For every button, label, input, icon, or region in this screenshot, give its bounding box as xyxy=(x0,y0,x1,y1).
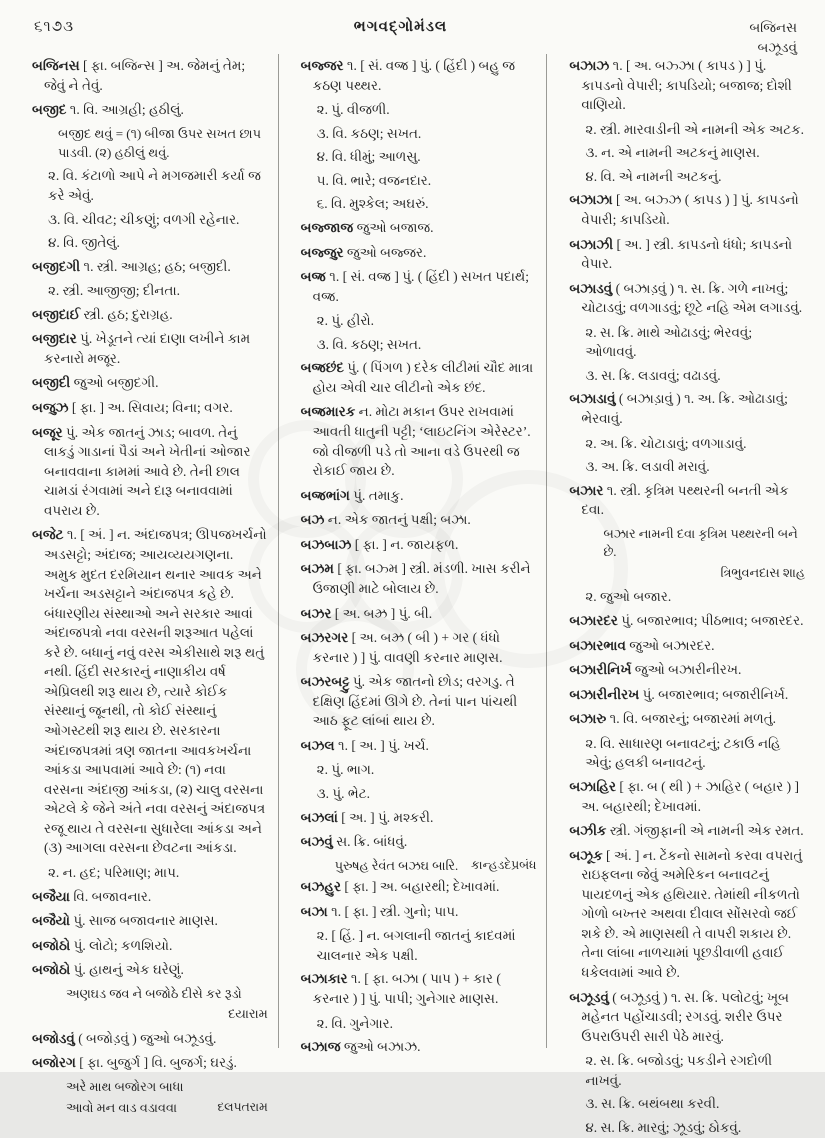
dictionary-entry: બજ્જર ૧. [ સં. વજ્ર ] પું. ( હિંદી ) બહુ જ કઠણ પથ્થર. xyxy=(300,58,516,93)
sense-line: ૪. વિ. એ નામની અટકનું. xyxy=(585,168,722,184)
dictionary-entry: બઝાજ જુઓ બઝાઝ. xyxy=(300,1039,421,1055)
sense-line: ૩. ન. એ નામની અટકનું માણસ. xyxy=(585,145,760,161)
headword: બજ્રછંદ xyxy=(300,360,348,376)
headword: બઝાહિર xyxy=(569,778,620,794)
headword: બઝાડાવું xyxy=(569,391,619,407)
sense-line: ૨. સ. ક્રિ. માથે ઓઢાડવું; ભેરવવું; ઓળાવવું. xyxy=(585,324,753,360)
dictionary-entry: બઝવું સ. ક્રિ. બાંધવું. xyxy=(300,834,408,850)
headword: બઝમ xyxy=(300,561,338,577)
dictionary-entry: બજીદાર પું. ખેડૂતને ત્યાં દાણા લખીને કામ કરનારો મજૂર. xyxy=(32,331,251,366)
dictionary-entry: બજ્જુર જુઓ બજ્જર. xyxy=(300,244,427,260)
headword: બઝાઝી xyxy=(569,236,617,252)
dictionary-entry: બજ્જાજ જુઓ બજાજ. xyxy=(300,219,434,235)
sense-line: ૪. વિ. ધીમું; આળસુ. xyxy=(316,149,421,165)
dictionary-entry: બઝર [ અ. બઝ્ર ] પું. બી. xyxy=(300,605,433,621)
headword: બઝાડવું xyxy=(569,280,616,296)
sense-line: ૨. પું. ભાગ. xyxy=(316,762,375,778)
citation-line: ત્રિભુવનદાસ શાહ xyxy=(720,565,806,580)
dictionary-entry: બજૈયો પું. સાજ બજાવનાર માણસ. xyxy=(32,913,218,929)
dictionary-entry: બજીદગી ૧. સ્ત્રી. આગ્રહ; હઠ; બજીદી. xyxy=(32,258,231,274)
dictionary-entry: બજીદાઈ સ્ત્રી. હઠ; દુરાગ્રહ. xyxy=(32,306,173,322)
sense-line: ૨. જુઓ બજાર. xyxy=(585,589,672,605)
columns-container xyxy=(0,48,825,1135)
sense-line: ૬. વિ. મુશ્કેલ; અઘરું. xyxy=(316,196,429,212)
page-title: ભગવદ્ગોમંડલ xyxy=(353,19,448,35)
dictionary-entry: બજોઠો પું. લોટો; કળશિયો. xyxy=(32,937,173,953)
sense-line: ૨. સ્ત્રી. આજીજી; દીનતા. xyxy=(48,283,181,299)
headword: બઝારીનીરખ xyxy=(569,686,643,702)
catchword-first-entry: બજિનસ xyxy=(749,20,797,35)
dictionary-entry: બજોઠો પું. હાથનું એક ઘરેણું. xyxy=(32,962,184,978)
dictionary-entry: બઝારીનીરખ પું. બજારભાવ; બજારીનિર્ખ. xyxy=(569,686,789,702)
quote-line: કાન્હડદેપ્રબંધ પુરુષહ રેવંત બઝઘ બારિ. xyxy=(334,857,537,873)
sense-line: ૨. પું. વીજળી. xyxy=(316,102,390,118)
dictionary-entry: બઝાહિર [ ફા. બ ( થી ) + ઝાહિર ( બહાર ) ] અ. બહારથી; દેખાવમાં. xyxy=(569,778,800,814)
sense-line: ૩. વિ. કઠણ; સખત. xyxy=(316,336,422,352)
quote-line: દલપતરામ આવો મન વાડ વડાવવા xyxy=(66,1099,268,1115)
headword: બઝવું xyxy=(300,834,337,850)
headword: બઝીક xyxy=(569,823,610,839)
sense-line: ૨. સ્ત્રી. મારવાડીની એ નામની એક અટક. xyxy=(585,121,804,137)
headword: બઝાઝા xyxy=(569,192,616,208)
dictionary-entry: બજિનસ [ ફા. બજિન્સ ] અ. જેમનું તેમ; જેવું ને તેવું. xyxy=(32,58,246,93)
dictionary-entry: બઝબાઝ [ ફા. ] ન. જાયફળ. xyxy=(300,536,459,552)
sense-line: ૨. વિ. કંટાળો આપે ને મગજમારી કર્યા જ કરે એવું. xyxy=(48,168,261,203)
dictionary-entry: બઝૂડવું ( બઝૂડ઼વું ) ૧. સ. ક્રિ. પલોટવું; ખૂબ મહેનત પહોંચાડવી; રગડવું. શરીર ઉપર ઉપરાઉપરી સારી પેઠે મારવું. xyxy=(569,989,789,1044)
column-1 xyxy=(10,54,278,1115)
dictionary-entry: બજીદી જુઓ બજીદગી. xyxy=(32,375,159,391)
headword: બઝાઝ xyxy=(569,58,613,73)
dictionary-entry: બઝાઝી [ અ. ] સ્ત્રી. કાપડનો ધંધો; કાપડનો વેપાર. xyxy=(569,236,793,272)
dictionary-entry: બઝાઝ ૧. [ અ. બઝ્ઝા ( કાપડ ) ] પું. કાપડનો વેપારી; કાપડિયો; બજાજ; દોશી વાણિયો. xyxy=(569,58,792,113)
headword: બજિનસ xyxy=(32,58,84,73)
headword: બજૈયા xyxy=(32,888,74,904)
sense-line: ૩. વિ. કઠણ; સખત. xyxy=(316,125,422,141)
headword: બઝબાઝ xyxy=(300,536,355,552)
sense-line: ૪. વિ. જીતેલું. xyxy=(48,235,120,251)
quote-line: બઝાર નામની દવા કૃત્રિમ પથ્થરની બને છે. xyxy=(603,526,798,560)
dictionary-entry: બઝાડવું ( બઝાડ઼વું ) ૧. સ. ક્રિ. ગળે નાખવું; ચોટાડવું; વળગાડવું; છૂટે નહિ એમ લગાડવું. xyxy=(569,280,803,316)
dictionary-entry: બજ્ર ૧. [ સં. વજ્ર ] પું. ( હિંદી ) સખત પદાર્થ; વજ્ર. xyxy=(300,269,530,304)
headword: બજીદ xyxy=(32,102,70,118)
dictionary-entry: બજ્રમારક ન. મોટા મકાન ઉપર રાખવામાં આવતી ધાતુની પટ્ટી; ‘લાઇટનિંગ એરેસ્ટર’. જો વીજળી પડે તો આના વડે ઉપરથી જ રોકાઈ જાય છે. xyxy=(300,404,531,479)
dictionary-entry: બઝારીનિર્ખ જુઓ બઝારીનીરખ. xyxy=(569,662,742,678)
sense-line: ૨. વિ. ગુનેગાર. xyxy=(316,1015,393,1031)
dictionary-entry: બઝાકાર ૧. [ ફા. બઝા ( પાપ ) + કાર ( કરનાર ) ] પું. પાપી; ગુનેગાર માણસ. xyxy=(300,971,501,1007)
quote-line: અણઘડ જવ ને બજોઠે દીસે કર રૂડો xyxy=(66,986,242,1001)
headword: બઝારદર xyxy=(569,613,622,629)
citation-line: દયારામ xyxy=(228,1007,268,1022)
headword: બઝર xyxy=(300,605,335,621)
dictionary-entry: બઝા ૧. [ ફા. ] સ્ત્રી. ગુનો; પાપ. xyxy=(300,903,459,919)
headword: બજુઝ xyxy=(32,400,72,415)
dictionary-entry: બજૂર પું. એક જાતનું ઝાડ; બાવળ. તેનું લાકડું ગાડાનાં પૈડાં અને ખેતીનાં ઓજાર બનાવવાના કામમાં આવે છે. તેની છાલ ચામડાં રંગવામાં અને દારૂ બનાવવામાં વપરાય છે. xyxy=(32,424,251,518)
headword: બઝૂડવું xyxy=(569,989,613,1005)
dictionary-entry: બજેટ ૧. [ અં. ] ન. અંદાજપત્ર; ઊપજખર્ચનો અડસટ્ટો; અંદાજ; આયવ્યયગણના. અમુક મુદત દરમિયાન થનાર આવક અને ખર્ચના અડસટ્ટાને અંદાજપત્ર કહે છે. બંધારણીય સંસ્થાઓ અને સરકાર આવાં અંદાજપત્રો નવા વરસની શરૂઆત પહેલાં કરે છે. બધાનું નવું વરસ એકીસાથે શરૂ થતું નથી. હિંદી સરકારનું નાણાકીય વર્ષ એપ્રિલથી શરૂ થાય છે, ત્યારે કોઈક સંસ્થાનું જૂનથી, તો કોઈ સંસ્થાનું ઓગસ્ટથી શરૂ થાય છે. સરકારના અંદાજપત્રમાં ત્રણ જાતના આવકખર્ચના આંકડા આપવામાં આવે છે: (૧) નવા વરસના અંદાજી આંકડા, (૨) ચાલુ વરસના એટલે કે જેને અંતે નવા વરસનું અંદાજપત્ર રજૂ થાય તે વરસના સુધારેલા આંકડા અને (૩) આગલા વરસના છેવટના આંકડા. xyxy=(32,527,267,856)
catchword-last-entry: બઝૂડવું xyxy=(757,39,797,55)
sense-line: ૨. વિ. સાધારણ બનાવટનું; ટકાઉ નહિ એવું; હલકી બનાવટનું. xyxy=(585,735,781,771)
dictionary-entry: બઝલાં [ અ. ] પું. મશ્કરી. xyxy=(300,809,434,825)
dictionary-entry: બજીદ ૧. વિ. આગ્રહી; હઠીલું. xyxy=(32,102,184,118)
sense-line: ૨. પું. હીરો. xyxy=(316,313,375,329)
headword: બજૂર xyxy=(32,424,66,440)
dictionary-entry: બઝૂક [ અં. ] ન. ટેંકનો સામનો કરવા વપરાતું રાઇફલના જેવું અમેરિકન બનાવટનું પાયદળનું એક હથિયાર. તેમાંથી નીકળતો ગોળો બખ્તર અથવા દીવાલ સોંસરવો જઈ શકે છે. એ માણસથી તે વાપરી શકાય છે. તેના લાંબા નાળચામાં પૂછડીવાળી હવાઈ ધકેલવામાં આવે છે. xyxy=(569,847,803,981)
dictionary-entry: બઝારુ ૧. વિ. બજારનું; બજારમાં મળતું. xyxy=(569,711,777,727)
headword: બઝરગર xyxy=(300,630,352,646)
dictionary-entry: બઝલ ૧. [ અ. ] પું. ખર્ચ. xyxy=(300,737,429,753)
headword: બઝલ xyxy=(300,737,338,753)
dictionary-entry: બજોડવું ( બજોડ઼વું ) જુઓ બઝૂડવું. xyxy=(32,1030,217,1046)
headword: બજૈયો xyxy=(32,913,74,929)
headword: બજીદાર xyxy=(32,331,81,347)
headword: બજીદી xyxy=(32,375,74,391)
headword: બઝાકાર xyxy=(300,971,351,987)
headword: બજ્જાજ xyxy=(300,219,357,235)
dictionary-entry: બજૈયા વિ. બજાવનાર. xyxy=(32,888,152,904)
catchwords xyxy=(647,18,797,57)
headword: બઝલાં xyxy=(300,809,342,825)
headword: બજ્જર xyxy=(300,58,347,73)
dictionary-entry: બઝીક સ્ત્રી. ગંજીફાની એ નામની એક રમત. xyxy=(569,823,804,839)
sense-line: ૨. [ હિં. ] ન. બગલાની જાતનું કાદવમાં ચાલનાર એક પક્ષી. xyxy=(316,928,516,963)
headword: બજોઠો xyxy=(32,937,74,953)
headword: બજોડવું xyxy=(32,1030,79,1046)
headword: બઝા xyxy=(300,903,332,919)
sense-line: ૨. અ. ક્રિ. ચોટાડાવું; વળગાડાવું. xyxy=(585,435,747,451)
sense-line: ૩. પું. ભેટ. xyxy=(316,786,370,801)
dictionary-entry: બઝારદર પું. બજારભાવ; પીઠભાવ; બજારદર. xyxy=(569,613,804,629)
headword: બઝ xyxy=(300,512,328,528)
dictionary-entry: બજોરગ [ ફા. બુજુર્ગ ] વિ. બુજર્ગ; ઘરડું. xyxy=(32,1055,237,1071)
dictionary-entry: બજ્રછંદ પું. ( પિંગળ ) દરેક લીટીમાં ચૌદ માત્રા હોય એવી ચાર લીટીનો એક છંદ. xyxy=(300,360,534,395)
dictionary-entry: બજ્રભાંગ પું. તમાકુ. xyxy=(300,487,404,503)
dictionary-entry: બઝ ન. એક જાતનું પક્ષી; બઝા. xyxy=(300,512,471,528)
sense-line: ૪. સ. ક્રિ. મારવું; ઝૂડવું; ઠોકવું. xyxy=(585,1119,742,1135)
sense-line: ૩. સ. ક્રિ. બથંબથા કરવી. xyxy=(585,1096,720,1112)
dictionary-entry: બઝરબટ્ટુ પું. એક જાતનો છોડ; વરગડુ. તે દક્ષિણ હિંદમાં ઊગે છે. તેનાં પાન પાંચથી આઠ ફૂટ લાંબાં થાય છે. xyxy=(300,674,518,729)
dictionary-entry: બઝાડાવું ( બઝાડ઼ાવું ) ૧. અ. ક્રિ. ઓઢાડાવું; ભેરવાવું. xyxy=(569,391,788,426)
headword: બઝારુ xyxy=(569,711,610,727)
headword: બજ્રમારક xyxy=(300,404,359,420)
headword: બજ્ર xyxy=(300,269,330,285)
sense-line: ૩. અ. ક્રિ. લડાવી મરાવું. xyxy=(585,459,710,475)
page-number: ૬૧૭૩ xyxy=(34,19,75,35)
sense-line: ૫. વિ. ભારે; વજનદાર. xyxy=(316,172,432,188)
dictionary-entry: બઝારભાવ જુઓ બઝારદર. xyxy=(569,637,715,653)
column-3 xyxy=(546,54,815,1135)
headword: બજ્જુર xyxy=(300,244,347,260)
citation: દલપતરામ xyxy=(217,1099,268,1114)
headword: બઝાજ xyxy=(300,1039,344,1055)
headword: બજીદગી xyxy=(32,258,84,274)
headword: બઝૂક xyxy=(569,847,606,863)
dictionary-entry: બઝાર ૧. સ્ત્રી. કૃત્રિમ પથ્થરની બનતી એક દવા. xyxy=(569,482,789,518)
dictionary-entry: બઝહુર [ ફા. ] અ. બહારથી; દેખાવમાં. xyxy=(300,879,500,895)
sense-line: ૨. સ. ક્રિ. બજોડવું; પકડીને રગદોળી નાખવું. xyxy=(585,1053,773,1088)
dictionary-entry: બઝમ [ ફા. બઝ્મ ] સ્ત્રી. મંડળી. ખાસ કરીને ઉજાણી માટે બોલાય છે. xyxy=(300,561,531,596)
headword: બજેટ xyxy=(32,527,67,543)
sense-line: ૨. ન. હદ; પરિમાણ; માપ. xyxy=(48,864,180,880)
headword: બઝારભાવ xyxy=(569,637,630,653)
citation: કાન્હડદેપ્રબંધ xyxy=(470,857,537,872)
headword: બઝારીનિર્ખ xyxy=(569,662,635,678)
dictionary-entry: બઝાઝા [ અ. બઝ્ઝ ( કાપડ ) ] પું. કાપડનો વેપારી; કાપડિયો. xyxy=(569,192,799,227)
headword: બજોઠો xyxy=(32,962,74,978)
dictionary-entry: બઝરગર [ અ. બઝ્ર ( બી ) + ગર ( ધંધો કરનાર ) ] પું. વાવણી કરનાર માણસ. xyxy=(300,630,503,665)
headword: બજ્રભાંગ xyxy=(300,487,354,503)
sense-line: ૩. સ. ક્રિ. લડાવવું; વઢાડવું. xyxy=(585,367,721,383)
sense-line: ૩. વિ. ચીવટ; ચીકણું; વળગી રહેનાર. xyxy=(48,211,240,227)
quote-line: અરે માથ બજોરગ બાધા xyxy=(66,1079,184,1094)
idiom-line: બજીદ થવું = (૧) બીજા ઉપર સખત છાપ પાડવી. (૨) હઠીલું થવું. xyxy=(58,125,262,160)
headword: બજોરગ xyxy=(32,1055,80,1071)
column-2 xyxy=(278,54,547,1055)
headword: બઝહુર xyxy=(300,879,345,895)
headword: બઝાર xyxy=(569,482,607,498)
headword: બઝરબટ્ટુ xyxy=(300,674,353,690)
dictionary-entry: બજુઝ [ ફા. ] અ. સિવાય; વિના; વગર. xyxy=(32,400,233,415)
headword: બજીદાઈ xyxy=(32,306,84,322)
page-header xyxy=(0,0,825,55)
